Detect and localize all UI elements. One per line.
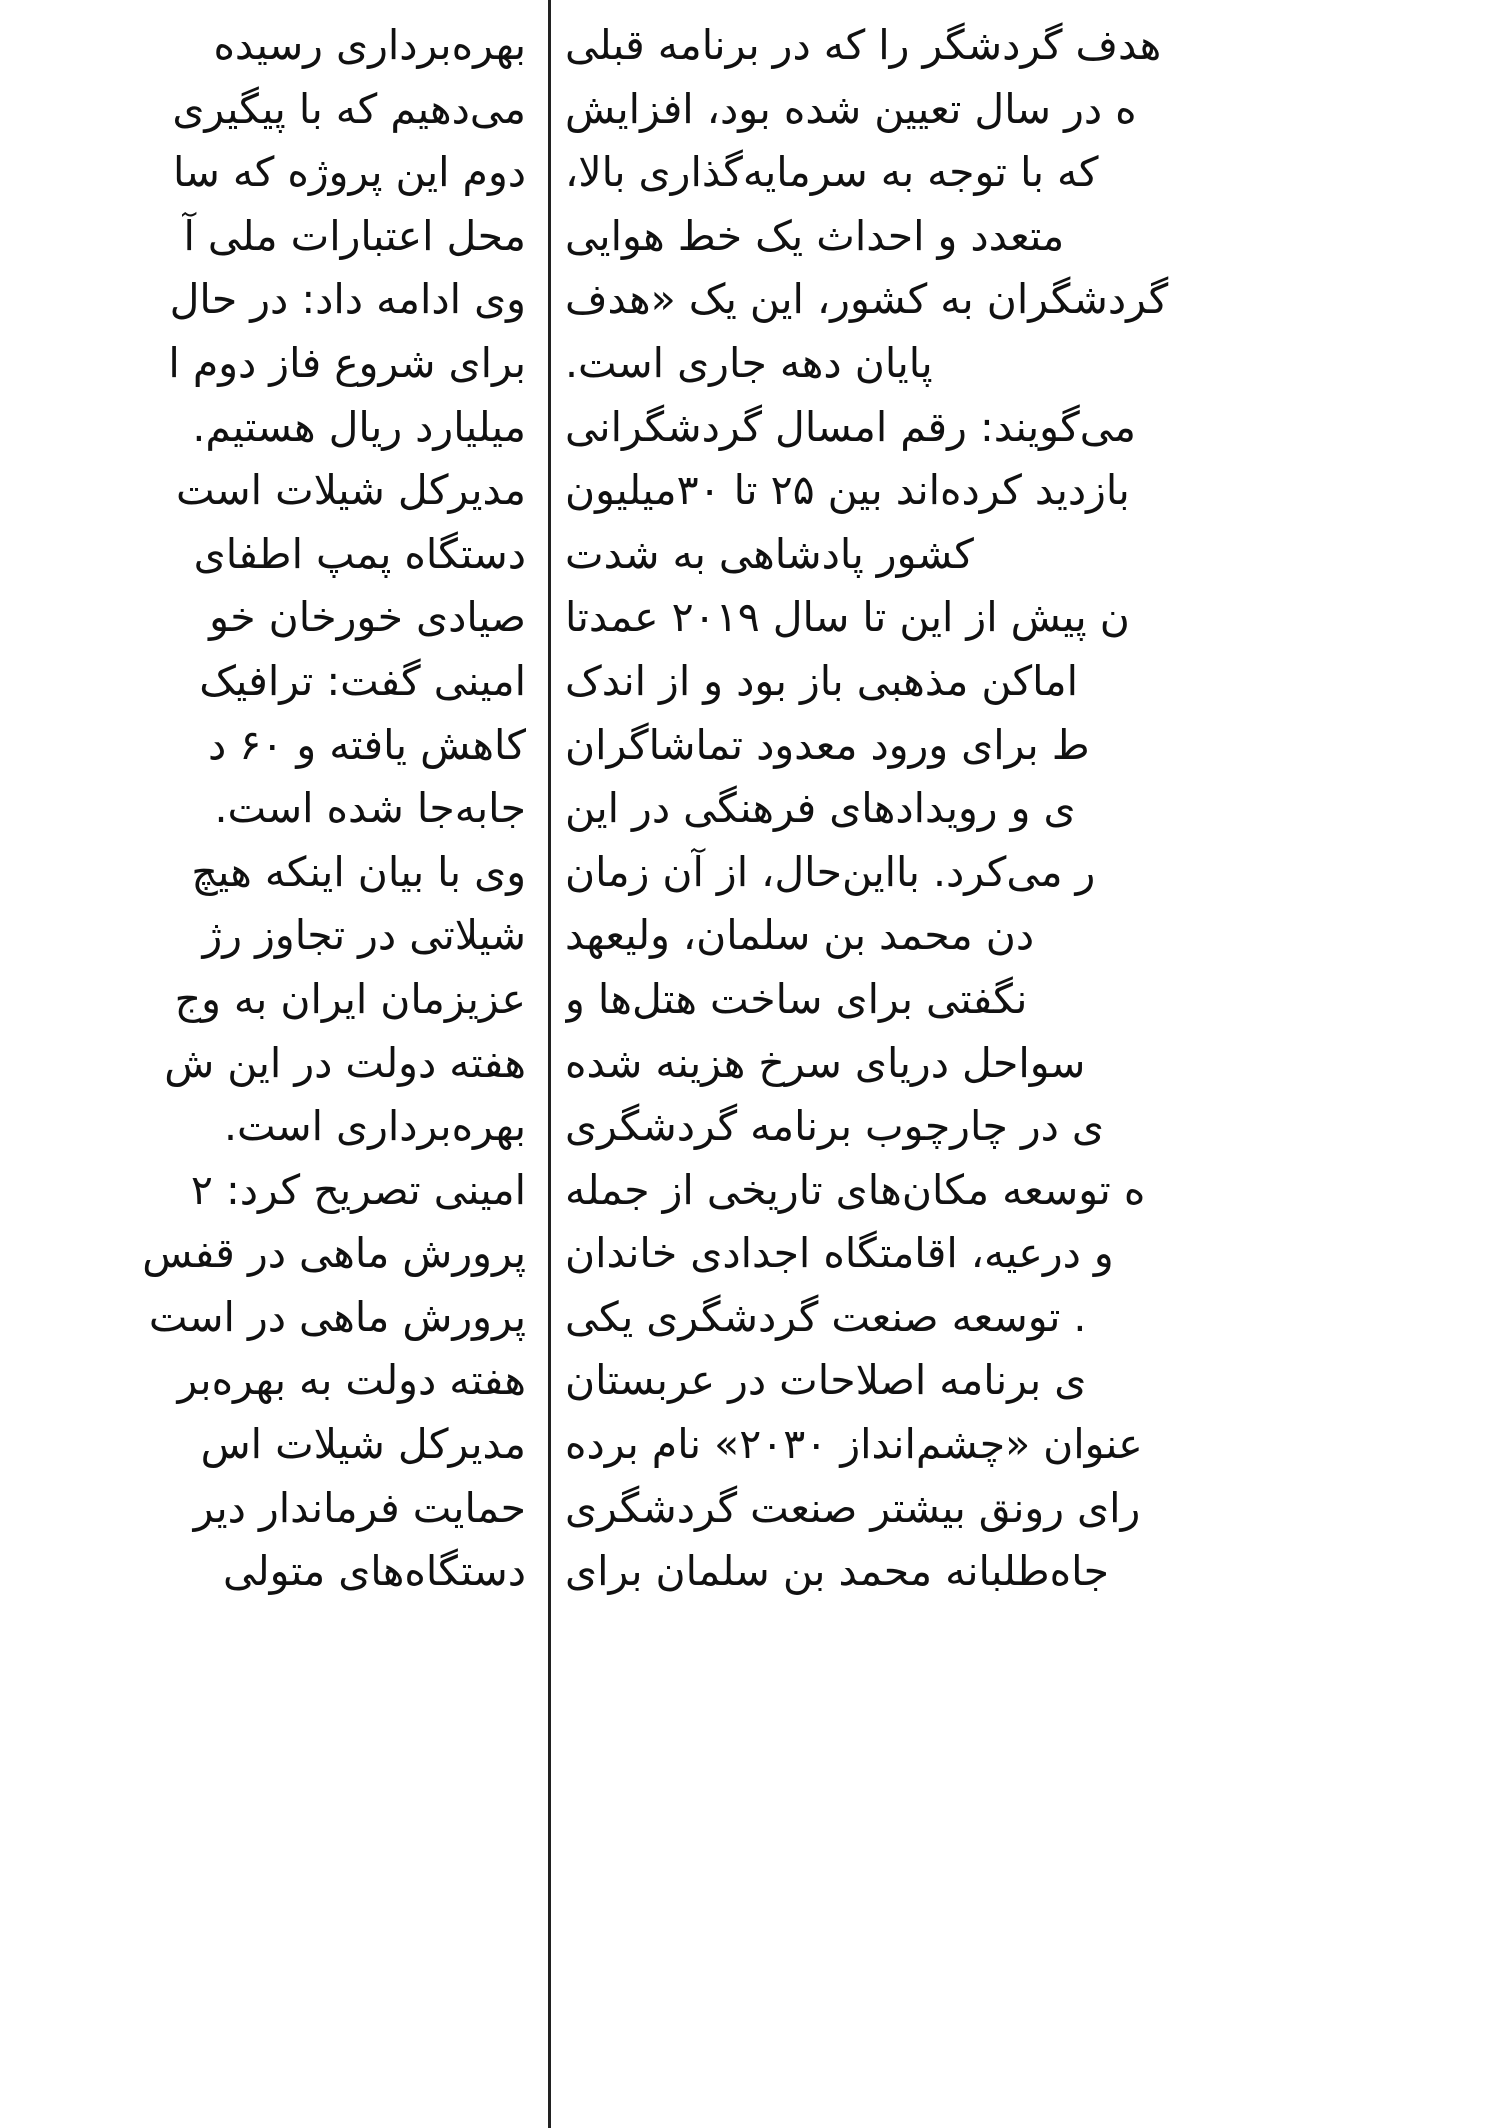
text-line: ی در چارچوب برنامه گردشگری xyxy=(565,1102,1105,1151)
text-line: جابه‌جا شده است. xyxy=(214,784,526,833)
right-column-text xyxy=(565,14,1500,1604)
text-line: پرورش ماهی در قفس xyxy=(142,1229,526,1278)
right-column xyxy=(565,0,1500,2128)
text-line: مدیرکل شیلات است xyxy=(176,466,526,515)
text-line: کشور پادشاهی به شدت xyxy=(565,529,974,578)
text-line: وی ادامه داد: در حال xyxy=(169,275,526,324)
text-line: گردشگران به کشور، این یک «هدف xyxy=(565,275,1169,324)
text-line: می‌گویند: رقم امسال گردشگرانی xyxy=(565,402,1136,451)
text-line: ی برنامه اصلاحات در عربستان xyxy=(565,1356,1087,1405)
text-line: محل اعتبارات ملی آ xyxy=(183,211,526,260)
column-divider xyxy=(548,0,551,2128)
text-line: حمایت فرماندار دیر xyxy=(193,1483,526,1532)
text-line: . توسعه صنعت گردشگری یکی xyxy=(565,1292,1087,1341)
text-line: می‌دهیم که با پیگیری xyxy=(172,84,526,133)
text-line: کاهش یافته و ۶۰ د xyxy=(207,720,526,769)
text-line: و درعیه، اقامتگاه اجدادی خاندان xyxy=(565,1229,1114,1278)
text-line: صیادی خورخان خو xyxy=(209,593,526,642)
text-line: هفته دولت به بهره‌بر xyxy=(177,1356,526,1405)
text-line: امینی تصریح کرد: ۲ xyxy=(190,1165,526,1214)
text-line: بازدید کرده‌اند بین ۲۵ تا ۳۰میلیون xyxy=(565,466,1130,515)
text-line: امینی گفت: ترافیک xyxy=(199,656,526,705)
text-line: ر می‌کرد. بااین‌حال، از آن زمان xyxy=(565,847,1096,896)
text-line: شیلاتی در تجاوز رژ xyxy=(202,911,526,960)
text-line: پایان دهه جاری است. xyxy=(565,338,933,387)
text-line: عنوان «چشم‌انداز ۲۰۳۰» نام برده xyxy=(565,1420,1143,1469)
text-line: هدف گردشگر را که در برنامه قبلی xyxy=(565,21,1162,69)
left-column-text xyxy=(0,14,526,1604)
text-line: میلیارد ریال هستیم. xyxy=(192,402,526,451)
text-line: دوم این پروژه که سا xyxy=(172,148,526,197)
text-line: متعدد و احداث یک خط هوایی xyxy=(565,211,1065,260)
text-line: سواحل دریای سرخ هزینه شده xyxy=(565,1038,1086,1087)
text-line: ی و رویدادهای فرهنگی در این xyxy=(565,784,1076,833)
text-line: اماکن مذهبی باز بود و از اندک xyxy=(565,656,1078,705)
left-column xyxy=(0,0,526,2128)
text-line: بهره‌برداری رسیده xyxy=(213,21,526,69)
text-line: مدیرکل شیلات اس xyxy=(200,1420,526,1469)
text-line: نگفتی برای ساخت هتل‌ها و xyxy=(565,974,1028,1023)
text-line: عزیزمان ایران به وج xyxy=(174,974,526,1023)
text-line: که با توجه به سرمایه‌گذاری بالا، xyxy=(565,148,1099,197)
text-line: وی با بیان اینکه هیچ xyxy=(191,847,526,896)
text-line: ه توسعه مکان‌های تاریخی از جمله xyxy=(565,1165,1146,1214)
text-line: بهره‌برداری است. xyxy=(223,1102,526,1151)
text-line: ه در سال تعیین شده بود، افزایش xyxy=(565,84,1137,133)
text-line: دستگاه‌های متولی xyxy=(222,1547,526,1596)
text-line: ط برای ورود معدود تماشاگران xyxy=(565,720,1090,769)
text-line: هفته دولت در این ش xyxy=(164,1038,526,1087)
text-line: برای شروع فاز دوم ا xyxy=(168,338,526,387)
text-line: جاه‌طلبانه محمد بن سلمان برای xyxy=(565,1547,1109,1596)
text-line: ن پیش از این تا سال ۲۰۱۹ عمدتا xyxy=(565,593,1130,642)
text-line: دن محمد بن سلمان، ولیعهد xyxy=(565,911,1035,960)
text-line: پرورش ماهی در است xyxy=(148,1292,526,1341)
text-line: رای رونق بیشتر صنعت گردشگری xyxy=(565,1483,1141,1532)
text-line: دستگاه پمپ اطفای xyxy=(193,529,526,578)
